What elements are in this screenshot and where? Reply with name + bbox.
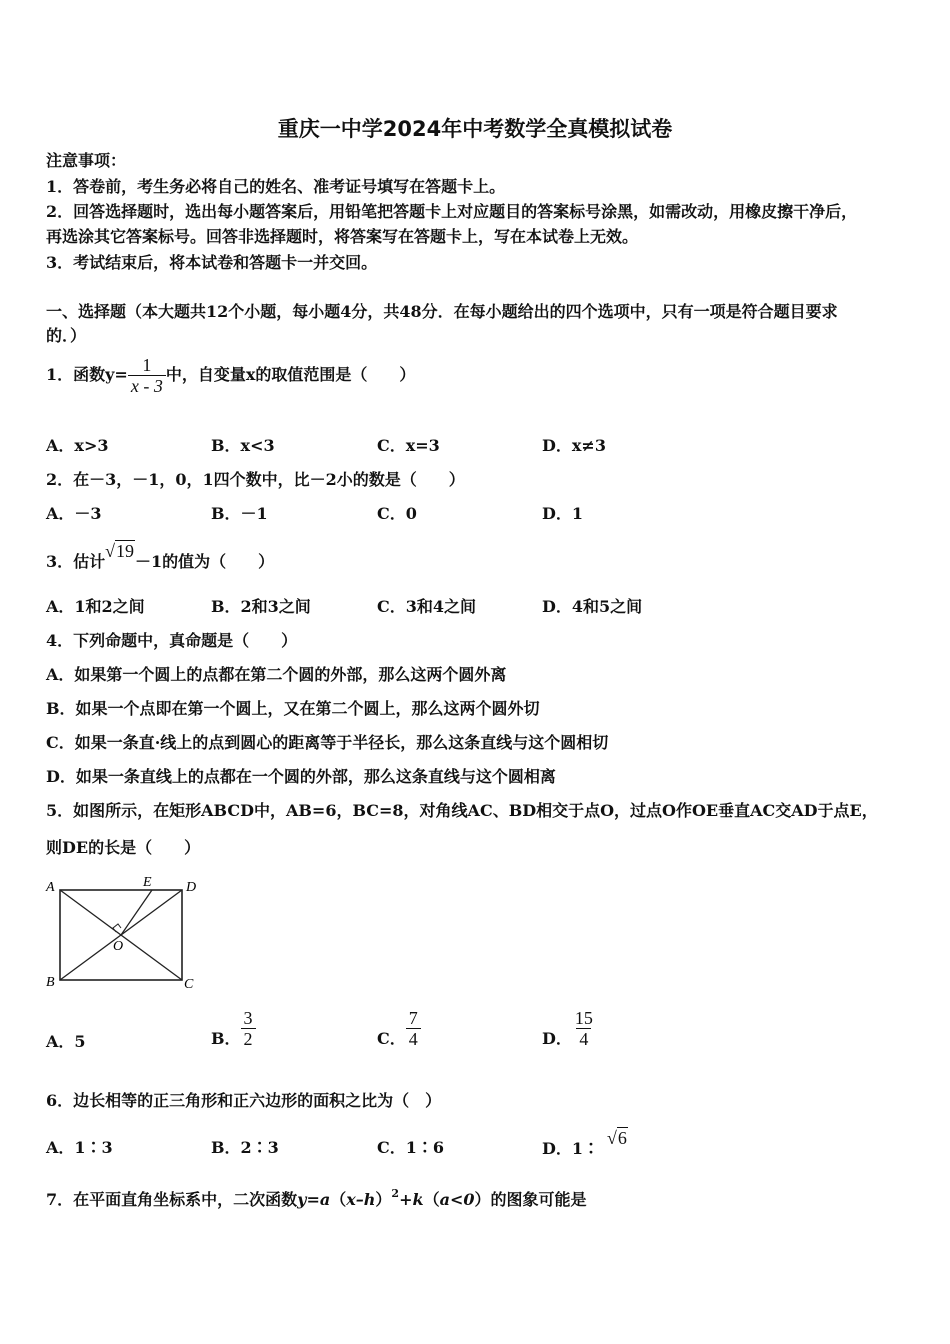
q3-option-b: B．2和3之间 <box>211 597 311 616</box>
notice-item-2-cont: 再选涂其它答案标号。回答非选择题时，将答案写在答题卡上，写在本试卷上无效。 <box>46 227 639 246</box>
label-d: D <box>186 880 197 895</box>
q7-stem-pre: 7．在平面直角坐标系中，二次函数 <box>46 1190 298 1209</box>
q6-option-a: A．1∶3 <box>46 1138 113 1157</box>
question-7 <box>46 1184 587 1210</box>
q4-option-d: D．如果一条直线上的点都在一个圆的外部，那么这条直线与这个圆相离 <box>46 767 556 786</box>
q5-option-d-den: 4 <box>576 1028 591 1049</box>
q6-option-c: C．1∶6 <box>377 1138 445 1157</box>
q5-option-d <box>542 1005 596 1051</box>
notice-heading: 注意事项： <box>46 151 127 170</box>
question-2: 2．在－3，－1，0，1四个数中，比－2小的数是（ ） <box>46 470 465 489</box>
q7-exponent: 2 <box>391 1187 400 1200</box>
q1-option-b: B．x<3 <box>211 436 275 455</box>
segment-oe <box>121 890 152 935</box>
question-5: 5．如图所示，在矩形ABCD中，AB=6，BC=8，对角线AC、BD相交于点O，过点O作OE垂直AC交AD于点E， <box>46 801 878 820</box>
q5-option-a: A．5 <box>46 1032 86 1051</box>
question-1 <box>46 352 415 398</box>
q5-option-c <box>377 1005 421 1051</box>
q7-plus: + <box>399 1190 413 1209</box>
q3-option-d: D．4和5之间 <box>542 597 643 616</box>
q4-option-a: A．如果第一个圆上的点都在第二个圆的外部，那么这两个圆外离 <box>46 665 507 684</box>
q7-cond-open: （ <box>423 1190 440 1209</box>
q5-option-c-fraction <box>406 1008 421 1049</box>
section-heading-cont: 的．） <box>46 326 87 345</box>
q2-option-a: A．－3 <box>46 504 102 523</box>
label-o: O <box>113 939 124 954</box>
q5-option-c-num: 7 <box>408 1007 418 1028</box>
q2-option-d: D．1 <box>542 504 584 523</box>
right-angle-mark <box>113 924 121 932</box>
q1-numerator: 1 <box>142 354 152 375</box>
label-a: A <box>46 880 55 895</box>
q3-stem-pre: 3．估计 <box>46 552 106 571</box>
q7-func-part1: y=a <box>297 1190 331 1209</box>
q1-option-d: D．x≠3 <box>542 436 606 455</box>
q5-option-d-fraction <box>572 1008 596 1049</box>
q5-option-c-label: C． <box>377 1029 406 1048</box>
q5-option-b-label: B． <box>211 1029 241 1048</box>
q4-option-c: C．如果一条直·线上的点到圆心的距离等于半径长，那么这条直线与这个圆相切 <box>46 733 609 752</box>
question-6: 6．边长相等的正三角形和正六边形的面积之比为（ ） <box>46 1091 442 1110</box>
label-b: B <box>46 975 55 990</box>
q7-func-part2: x–h <box>346 1190 376 1209</box>
q6-sqrt: √6 <box>607 1128 627 1148</box>
q6-option-b: B．2∶3 <box>211 1138 279 1157</box>
q5-option-b-den: 2 <box>241 1028 256 1049</box>
q6-radicand: 6 <box>617 1128 627 1148</box>
label-e: E <box>143 875 152 890</box>
q3-option-c: C．3和4之间 <box>377 597 477 616</box>
q3-option-a: A．1和2之间 <box>46 597 145 616</box>
q5-option-b <box>211 1005 256 1051</box>
notice-item-2: 2．回答选择题时，选出每小题答案后，用铅笔把答题卡上对应题目的答案标号涂黑，如需改动，用橡皮擦干净后， <box>46 202 858 221</box>
q7-cond-close: ） <box>474 1190 491 1209</box>
label-c: C <box>184 977 194 992</box>
q4-option-b: B．如果一个点即在第一个圆上，又在第二个圆上，那么这两个圆外切 <box>46 699 540 718</box>
q7-condition: a<0 <box>439 1190 475 1209</box>
section-heading: 一、选择题（本大题共12个小题，每小题4分，共48分．在每小题给出的四个选项中，只有一项是符合题目要求 <box>46 302 838 321</box>
q6-option-d <box>542 1128 628 1159</box>
q1-stem-pre: 1．函数y= <box>46 365 128 384</box>
q1-option-a: A．x>3 <box>46 436 109 455</box>
q7-k: k <box>412 1190 424 1209</box>
q5-option-d-num: 15 <box>574 1007 593 1028</box>
q1-option-c: C．x=3 <box>377 436 440 455</box>
q3-radicand: 19 <box>116 541 135 561</box>
q5-option-d-label: D． <box>542 1029 572 1048</box>
q2-option-c: C．0 <box>377 504 417 523</box>
notice-item-1: 1．答卷前，考生务必将自己的姓名、准考证号填写在答题卡上。 <box>46 177 506 196</box>
q7-paren-open: （ <box>330 1190 347 1209</box>
question-4: 4．下列命题中，真命题是（ ） <box>46 631 298 650</box>
q1-denominator: x - 3 <box>128 375 166 396</box>
q5-option-b-fraction <box>241 1008 256 1049</box>
q1-stem-post: 中，自变量x的取值范围是（ ） <box>165 365 416 384</box>
q7-stem-post: 的图象可能是 <box>490 1190 587 1209</box>
question-3 <box>46 541 275 572</box>
q7-paren-close: ） <box>375 1190 392 1209</box>
q6-option-d-label: D．1∶ <box>542 1139 600 1158</box>
page-title: 重庆一中学2024年中考数学全真模拟试卷 <box>277 117 673 141</box>
rectangle-figure <box>40 872 210 994</box>
q1-fraction <box>128 355 166 396</box>
q5-option-c-den: 4 <box>406 1028 421 1049</box>
q3-stem-post: －1的值为（ ） <box>135 552 275 571</box>
q2-option-b: B．－1 <box>211 504 268 523</box>
q3-sqrt: √19 <box>105 541 135 561</box>
q5-option-b-num: 3 <box>243 1007 253 1028</box>
notice-item-3: 3．考试结束后，将本试卷和答题卡一并交回。 <box>46 253 378 272</box>
question-5-cont: 则DE的长是（ ） <box>46 838 201 857</box>
